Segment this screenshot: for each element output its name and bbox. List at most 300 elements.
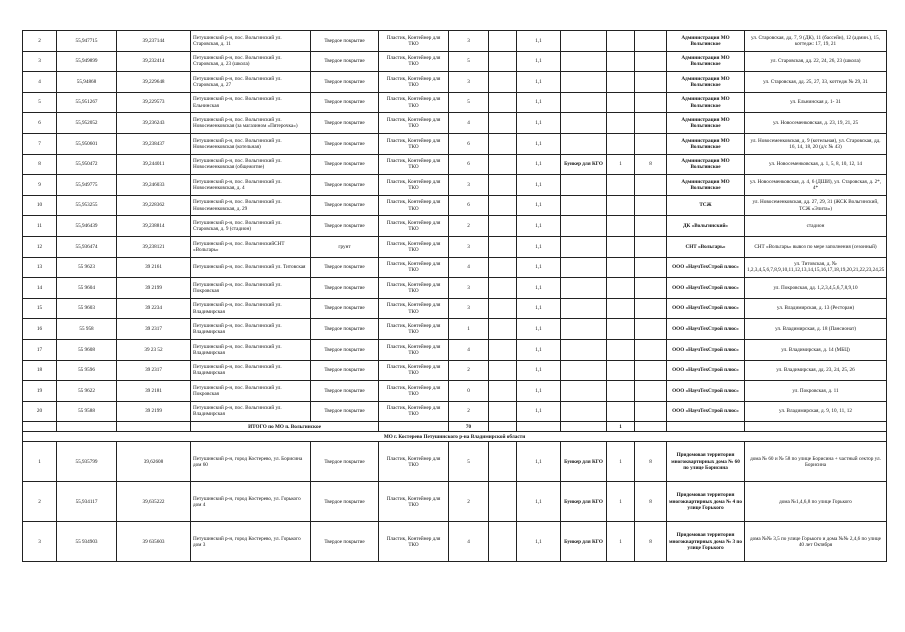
cell-owner: ООО «НаучТехСтрой плюс» xyxy=(667,381,745,402)
cell-bunker: Бункер для КГО xyxy=(561,442,607,482)
cell-lat: 55,952052 xyxy=(57,113,117,134)
cell-surface: Твердое покрытие xyxy=(311,319,379,340)
cell-count: 5 xyxy=(449,51,489,72)
cell-n: 4 xyxy=(23,72,57,93)
cell-surface: Твердое покрытие xyxy=(311,72,379,93)
cell-count: 6 xyxy=(449,133,489,154)
cell-lon: 39,232414 xyxy=(117,51,191,72)
cell-count: 4 xyxy=(449,257,489,278)
cell-type: Пластик, Контейнер для ТКО xyxy=(379,113,449,134)
cell-lat: 55,953255 xyxy=(57,195,117,216)
cell-n: 11 xyxy=(23,216,57,237)
cell-bvol xyxy=(635,72,667,93)
cell-bvol xyxy=(635,278,667,299)
cell-count: 5 xyxy=(449,442,489,482)
cell-bunker xyxy=(561,51,607,72)
cell-source: ул. Старовская, дд. 22, 24, 26, 23 (школа) xyxy=(745,51,887,72)
cell-vol: 1,1 xyxy=(517,216,561,237)
table-row xyxy=(23,51,887,72)
cell-lon: 39 635603 xyxy=(117,522,191,562)
cell-owner: Администрация МО Вольгинское xyxy=(667,133,745,154)
empty-cell xyxy=(489,133,517,154)
empty-cell xyxy=(489,175,517,196)
cell-count: 4 xyxy=(449,339,489,360)
cell-bcount xyxy=(607,401,635,422)
cell-bcount xyxy=(607,360,635,381)
cell-bvol xyxy=(635,360,667,381)
cell-lat: 55,936474 xyxy=(57,236,117,257)
cell-addr: Петушинский р-н, пос. Вольгинский ул. Ельнинская xyxy=(191,92,311,113)
empty-cell xyxy=(489,381,517,402)
cell-bvol xyxy=(635,92,667,113)
cell-n: 15 xyxy=(23,298,57,319)
cell-lon: 39 2234 xyxy=(117,298,191,319)
cell-lon: 39,228362 xyxy=(117,195,191,216)
empty-cell xyxy=(489,298,517,319)
empty-cell xyxy=(489,360,517,381)
table-body-volginskoe xyxy=(23,31,887,422)
cell-count: 3 xyxy=(449,72,489,93)
cell-n: 18 xyxy=(23,360,57,381)
cell-bunker xyxy=(561,319,607,340)
cell-count: 2 xyxy=(449,216,489,237)
cell-count: 2 xyxy=(449,360,489,381)
cell-addr: Петушинский р-н, пос. Вольгинский ул. Старовская, д. 11 xyxy=(191,31,311,52)
cell-surface: Твердое покрытие xyxy=(311,360,379,381)
table-row xyxy=(23,339,887,360)
binder-hole-mark xyxy=(573,14,583,26)
cell-surface: Твердое покрытие xyxy=(311,51,379,72)
cell-surface: Твердое покрытие xyxy=(311,381,379,402)
cell-surface: Твердое покрытие xyxy=(311,298,379,319)
empty-cell xyxy=(489,113,517,134)
cell-source: ул. Новосеменковская, д. 1, 5, 8, 10, 12, 14 xyxy=(745,154,887,175)
cell-lon: 39,244011 xyxy=(117,154,191,175)
cell-count: 4 xyxy=(449,113,489,134)
cell-bvol xyxy=(635,51,667,72)
empty-cell xyxy=(489,216,517,237)
cell-bunker: Бункер для КГО xyxy=(561,522,607,562)
cell-lat: 55,950472 xyxy=(57,154,117,175)
cell-bvol: 8 xyxy=(635,442,667,482)
empty-cell xyxy=(489,154,517,175)
empty-cell xyxy=(489,31,517,52)
cell-bcount xyxy=(607,51,635,72)
cell-type: Пластик, Контейнер для ТКО xyxy=(379,257,449,278)
cell-bunker xyxy=(561,278,607,299)
cell-bcount xyxy=(607,236,635,257)
cell-surface: Твердое покрытие xyxy=(311,154,379,175)
cell-type: Пластик, Контейнер для ТКО xyxy=(379,298,449,319)
cell-count: 2 xyxy=(449,482,489,522)
empty-cell xyxy=(489,92,517,113)
cell-vol: 1,1 xyxy=(517,522,561,562)
cell-type: Пластик, Контейнер для ТКО xyxy=(379,236,449,257)
cell-surface: Твердое покрытие xyxy=(311,216,379,237)
cell-owner: ООО «НаучТехСтрой плюс» xyxy=(667,401,745,422)
empty-cell xyxy=(489,51,517,72)
cell-owner: Администрация МО Вольгинское xyxy=(667,154,745,175)
table-row xyxy=(23,360,887,381)
table-row xyxy=(23,319,887,340)
total-row xyxy=(23,422,887,432)
cell-owner: ООО «НаучТехСтрой плюс» xyxy=(667,360,745,381)
document-page xyxy=(22,30,886,562)
cell-owner: Придомовая территория многоквартирных дома № 4 по улице Горького xyxy=(667,482,745,522)
cell-lat: 55,949899 xyxy=(57,51,117,72)
cell-bvol xyxy=(635,31,667,52)
cell-vol: 1,1 xyxy=(517,236,561,257)
table-row xyxy=(23,257,887,278)
cell-source: ул. Новосеменковская, д. 4, 6 (ДШИ), ул. Старовская, д. 2*, 4* xyxy=(745,175,887,196)
cell-count: 4 xyxy=(449,522,489,562)
cell-type: Пластик, Контейнер для ТКО xyxy=(379,339,449,360)
cell-surface: Твердое покрытие xyxy=(311,339,379,360)
cell-addr: Петушинский р-н, пос. Вольгинский ул. Новосеменковская, д. 29 xyxy=(191,195,311,216)
cell-addr: Петушинский р-н, пос. Вольгинский ул. Владимирская xyxy=(191,360,311,381)
table-row xyxy=(23,72,887,93)
cell-bcount xyxy=(607,278,635,299)
cell-lon: 39,62608 xyxy=(117,442,191,482)
cell-bunker xyxy=(561,381,607,402)
cell-lon: 39,635222 xyxy=(117,482,191,522)
cell-bvol xyxy=(635,175,667,196)
cell-surface: Твердое покрытие xyxy=(311,522,379,562)
cell-bvol xyxy=(635,113,667,134)
cell-addr: Петушинский р-н, пос. Вольгинский ул. Покровская xyxy=(191,278,311,299)
cell-bunker xyxy=(561,133,607,154)
cell-vol: 1,1 xyxy=(517,360,561,381)
cell-addr: Петушинский р-н, пос. Вольгинский ул. Старовская, д. 9 (стадион) xyxy=(191,216,311,237)
cell-bcount xyxy=(607,381,635,402)
cell-type: Пластик, Контейнер для ТКО xyxy=(379,154,449,175)
cell-lat: 55,94868 xyxy=(57,72,117,93)
cell-type: Пластик, Контейнер для ТКО xyxy=(379,401,449,422)
cell-type: Пластик, Контейнер для ТКО xyxy=(379,360,449,381)
table-row xyxy=(23,298,887,319)
cell-bunker xyxy=(561,216,607,237)
cell-source: ул. Владимирская, д. 14 (МБЦ) xyxy=(745,339,887,360)
cell-bvol: 8 xyxy=(635,482,667,522)
cell-count: 3 xyxy=(449,31,489,52)
cell-source: ул. Старовская, дд. 7, 9 (ДК), 11 (бассейн), 12 (админ.), 15, коттедж: 17, 19, 21 xyxy=(745,31,887,52)
cell-owner: ООО «НаучТехСтрой плюс» xyxy=(667,319,745,340)
empty-cell xyxy=(489,257,517,278)
cell-addr: Петушинский р-н, пос. Вольгинский ул. Владимирская xyxy=(191,339,311,360)
cell-bvol xyxy=(635,216,667,237)
cell-addr: Петушинский р-н, пос. Вольгинский ул. Владимирская xyxy=(191,319,311,340)
cell-lat: 55 9604 xyxy=(57,278,117,299)
cell-bvol xyxy=(635,339,667,360)
cell-addr: Петушинский р-н, город Костерево, ул. Горького дом 4 xyxy=(191,482,311,522)
cell-source: ул. Покровская, дд. 1,2,3,4,5,6,7,8,9,10 xyxy=(745,278,887,299)
cell-type: Пластик, Контейнер для ТКО xyxy=(379,31,449,52)
cell-vol: 1,1 xyxy=(517,175,561,196)
cell-count: 3 xyxy=(449,175,489,196)
cell-owner: ООО «НаучТехСтрой плюс» xyxy=(667,339,745,360)
cell-addr: Петушинский р-н, город Костерево, ул. Горького дом 3 xyxy=(191,522,311,562)
cell-lat: 55,950601 xyxy=(57,133,117,154)
cell-count: 6 xyxy=(449,195,489,216)
table-row xyxy=(23,236,887,257)
cell-bcount xyxy=(607,72,635,93)
cell-lat: 55 9608 xyxy=(57,339,117,360)
cell-bcount: 1 xyxy=(607,442,635,482)
cell-bvol xyxy=(635,401,667,422)
cell-lat: 55 934903 xyxy=(57,522,117,562)
cell-bunker xyxy=(561,72,607,93)
cell-lon: 39 2317 xyxy=(117,319,191,340)
cell-source: ул. Новосеменковская, д. 23, 19, 21, 25 xyxy=(745,113,887,134)
cell-bunker xyxy=(561,92,607,113)
empty-cell xyxy=(489,442,517,482)
cell-owner: Администрация МО Вольгинское xyxy=(667,113,745,134)
table-row xyxy=(23,92,887,113)
cell-bvol: 8 xyxy=(635,522,667,562)
cell-n: 20 xyxy=(23,401,57,422)
cell-lon: 39 2199 xyxy=(117,278,191,299)
cell-owner: ООО «НаучТехСтрой плюс» xyxy=(667,278,745,299)
cell-source: ул. Ельнинская д. 1- 31 xyxy=(745,92,887,113)
cell-owner: ДК «Вольгинский» xyxy=(667,216,745,237)
cell-owner: Придомовая территория многоквартирных дома № 3 по улице Горького xyxy=(667,522,745,562)
cell-bcount xyxy=(607,92,635,113)
cell-n: 17 xyxy=(23,339,57,360)
cell-lon: 39 2317 xyxy=(117,360,191,381)
cell-n: 3 xyxy=(23,522,57,562)
cell-type: Пластик, Контейнер для ТКО xyxy=(379,319,449,340)
cell-surface: Твердое покрытие xyxy=(311,195,379,216)
cell-addr: Петушинский р-н, пос. Вольгинский ул. Титовская xyxy=(191,257,311,278)
cell-addr: Петушинский р-н, город Костерево, ул. Борисина дом 60 xyxy=(191,442,311,482)
cell-type: Пластик, Контейнер для ТКО xyxy=(379,72,449,93)
cell-vol: 1,1 xyxy=(517,401,561,422)
cell-lat: 55,951267 xyxy=(57,92,117,113)
cell-bcount xyxy=(607,195,635,216)
cell-source: ул. Владимирская, д. 18 (Пансионат) xyxy=(745,319,887,340)
table-body-kosterevo xyxy=(23,442,887,562)
table-row xyxy=(23,31,887,52)
cell-lon: 39,237144 xyxy=(117,31,191,52)
empty-cell xyxy=(489,522,517,562)
cell-bcount: 1 xyxy=(607,154,635,175)
cell-lat: 55,946439 xyxy=(57,216,117,237)
cell-owner: Придомовая территория многоквартирных дома № 60 по улице Борисина xyxy=(667,442,745,482)
cell-bvol xyxy=(635,236,667,257)
cell-bunker: Бункер для КГО xyxy=(561,154,607,175)
cell-bunker xyxy=(561,401,607,422)
empty-cell xyxy=(489,236,517,257)
cell-type: Пластик, Контейнер для ТКО xyxy=(379,442,449,482)
cell-surface: Твердое покрытие xyxy=(311,278,379,299)
table-row xyxy=(23,482,887,522)
cell-surface: Твердое покрытие xyxy=(311,31,379,52)
cell-count: 1 xyxy=(449,319,489,340)
cell-vol: 1,1 xyxy=(517,51,561,72)
cell-bcount xyxy=(607,113,635,134)
cell-lat: 55 9588 xyxy=(57,401,117,422)
cell-lat: 55,947715 xyxy=(57,31,117,52)
cell-vol: 1,1 xyxy=(517,442,561,482)
cell-lat: 55,934117 xyxy=(57,482,117,522)
total-section xyxy=(23,422,887,442)
cell-vol: 1,1 xyxy=(517,154,561,175)
cell-type: Пластик, Контейнер для ТКО xyxy=(379,51,449,72)
table-row xyxy=(23,522,887,562)
cell-bvol xyxy=(635,257,667,278)
empty-cell xyxy=(489,339,517,360)
cell-source: стадион xyxy=(745,216,887,237)
table-row xyxy=(23,442,887,482)
waste-sites-table xyxy=(22,30,887,562)
cell-n: 16 xyxy=(23,319,57,340)
cell-bvol xyxy=(635,319,667,340)
cell-bunker xyxy=(561,113,607,134)
cell-vol: 1,1 xyxy=(517,113,561,134)
cell-type: Пластик, Контейнер для ТКО xyxy=(379,482,449,522)
cell-type: Пластик, Контейнер для ТКО xyxy=(379,175,449,196)
cell-lat: 55 9596 xyxy=(57,360,117,381)
cell-bvol xyxy=(635,195,667,216)
cell-bvol xyxy=(635,298,667,319)
empty-cell xyxy=(489,319,517,340)
cell-source: ул. Покровская, д. 11 xyxy=(745,381,887,402)
table-row xyxy=(23,381,887,402)
cell-bunker xyxy=(561,339,607,360)
cell-count: 3 xyxy=(449,298,489,319)
cell-count: 3 xyxy=(449,278,489,299)
cell-vol: 1,1 xyxy=(517,133,561,154)
empty-cell xyxy=(489,401,517,422)
cell-lon: 39,229648 xyxy=(117,72,191,93)
cell-lon: 39,236243 xyxy=(117,113,191,134)
cell-type: Пластик, Контейнер для ТКО xyxy=(379,278,449,299)
cell-lon: 39,238814 xyxy=(117,216,191,237)
table-row xyxy=(23,195,887,216)
cell-vol: 1,1 xyxy=(517,257,561,278)
cell-owner: Администрация МО Вольгинское xyxy=(667,92,745,113)
cell-n: 12 xyxy=(23,236,57,257)
cell-surface: Твердое покрытие xyxy=(311,482,379,522)
cell-owner: Администрация МО Вольгинское xyxy=(667,175,745,196)
cell-lat: 55 9603 xyxy=(57,298,117,319)
cell-n: 8 xyxy=(23,154,57,175)
section-title: МО г. Костерево Петушинского р-на Владимирской области xyxy=(23,432,887,442)
cell-n: 14 xyxy=(23,278,57,299)
cell-bcount xyxy=(607,339,635,360)
total-label: ИТОГО по МО п. Вольгинское xyxy=(191,422,379,432)
cell-surface: Твердое покрытие xyxy=(311,175,379,196)
cell-surface: Твердое покрытие xyxy=(311,113,379,134)
cell-bcount xyxy=(607,216,635,237)
cell-lat: 55 9622 xyxy=(57,381,117,402)
cell-bunker xyxy=(561,236,607,257)
cell-bcount: 1 xyxy=(607,482,635,522)
cell-owner: ООО «НаучТехСтрой плюс» xyxy=(667,298,745,319)
cell-lon: 39 2161 xyxy=(117,257,191,278)
cell-source: ул. Владимирская, д. 9, 10, 11, 12 xyxy=(745,401,887,422)
cell-owner: СНТ «Вольгарь» xyxy=(667,236,745,257)
cell-lon: 39 2181 xyxy=(117,381,191,402)
cell-addr: Петушинский р-н, пос. Вольгинский ул. Новосеменковская (котельная) xyxy=(191,133,311,154)
cell-bvol: 8 xyxy=(635,154,667,175)
cell-source: ул. Новосеменковская, дд. 27, 29, 31 (ЖСК Вольгинский, ТСЖ «Элита») xyxy=(745,195,887,216)
cell-count: 0 xyxy=(449,381,489,402)
cell-lat: 55,949775 xyxy=(57,175,117,196)
cell-source: ул. Владимирская, дд. 23, 24, 25, 26 xyxy=(745,360,887,381)
cell-bunker xyxy=(561,195,607,216)
cell-count: 2 xyxy=(449,401,489,422)
cell-count: 5 xyxy=(449,92,489,113)
cell-n: 5 xyxy=(23,92,57,113)
cell-addr: Петушинский р-н, пос. Вольгинский ул. Новосеменковская (за магазином «Пятерочка») xyxy=(191,113,311,134)
cell-vol: 1,1 xyxy=(517,72,561,93)
cell-surface: Твердое покрытие xyxy=(311,92,379,113)
total-count: 70 xyxy=(449,422,489,432)
cell-source: ул. Титовская, д. № 1,2,3,4,5,6,7,8,9,10,11,12,13,14,15,16,17,18,19,20,21,22,23,24,25 xyxy=(745,257,887,278)
empty-cell xyxy=(489,72,517,93)
cell-addr: Петушинский р-н, пос. Вольгинский ул. Владимирская xyxy=(191,298,311,319)
cell-surface: Твердое покрытие xyxy=(311,133,379,154)
cell-vol: 1,1 xyxy=(517,278,561,299)
empty-cell xyxy=(489,278,517,299)
cell-addr: Петушинский р-н, пос. ВольгинскийСНТ «Вольгарь» xyxy=(191,236,311,257)
cell-n: 7 xyxy=(23,133,57,154)
cell-vol: 1,1 xyxy=(517,339,561,360)
cell-bcount xyxy=(607,175,635,196)
cell-vol: 1,1 xyxy=(517,92,561,113)
table-row xyxy=(23,278,887,299)
cell-type: Пластик, Контейнер для ТКО xyxy=(379,381,449,402)
cell-n: 2 xyxy=(23,31,57,52)
cell-vol: 1,1 xyxy=(517,298,561,319)
cell-lon: 39,238121 xyxy=(117,236,191,257)
cell-type: Пластик, Контейнер для ТКО xyxy=(379,216,449,237)
cell-bunker: Бункер для КГО xyxy=(561,482,607,522)
cell-source: ул. Старовская, дд. 25, 27, 33, коттедж № 29, 31 xyxy=(745,72,887,93)
cell-count: 3 xyxy=(449,236,489,257)
cell-owner: ТСЖ xyxy=(667,195,745,216)
binder-hole-mark xyxy=(341,14,351,26)
cell-surface: Твердое покрытие xyxy=(311,257,379,278)
section-header-row xyxy=(23,432,887,442)
cell-n: 10 xyxy=(23,195,57,216)
cell-bunker xyxy=(561,175,607,196)
table-row xyxy=(23,133,887,154)
cell-bunker xyxy=(561,298,607,319)
cell-lon: 39 23 52 xyxy=(117,339,191,360)
cell-lat: 55,935799 xyxy=(57,442,117,482)
empty-cell xyxy=(489,482,517,522)
cell-bvol xyxy=(635,133,667,154)
cell-vol: 1,1 xyxy=(517,482,561,522)
cell-n: 9 xyxy=(23,175,57,196)
table-row xyxy=(23,113,887,134)
cell-type: Пластик, Контейнер для ТКО xyxy=(379,522,449,562)
cell-owner: Администрация МО Вольгинское xyxy=(667,51,745,72)
cell-addr: Петушинский р-н, пос. Вольгинский ул. Владимирская xyxy=(191,401,311,422)
cell-owner: ООО «НаучТехСтрой плюс» xyxy=(667,257,745,278)
table-row xyxy=(23,154,887,175)
cell-type: Пластик, Контейнер для ТКО xyxy=(379,195,449,216)
cell-bcount: 1 xyxy=(607,522,635,562)
table-row xyxy=(23,216,887,237)
cell-n: 13 xyxy=(23,257,57,278)
cell-vol: 1,1 xyxy=(517,319,561,340)
cell-source: ул. Новосеменковская, д. 9 (котельная), ул. Старовская, дд. 16, 14, 18, 20 (д/с № 43) xyxy=(745,133,887,154)
cell-lon: 39,229573 xyxy=(117,92,191,113)
cell-addr: Петушинский р-н, пос. Вольгинский ул. Покровская xyxy=(191,381,311,402)
